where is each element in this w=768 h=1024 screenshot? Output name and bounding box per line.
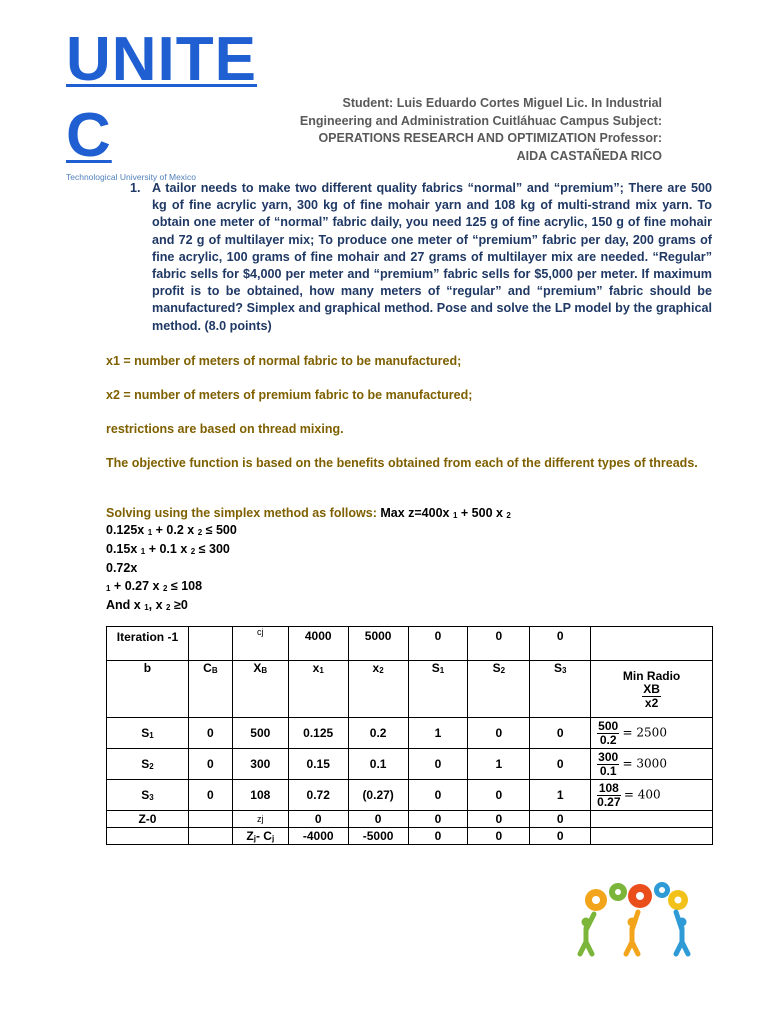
- cell: 0: [468, 780, 530, 811]
- student-header: [240, 95, 662, 165]
- zc-value: 0: [468, 828, 530, 845]
- header-var: $x_2$: [348, 661, 408, 718]
- cj-value: 4000: [288, 627, 348, 661]
- cj-label: cj: [232, 627, 288, 661]
- zj-label: zj: [232, 811, 288, 828]
- header-line: Engineering and Administration Cuitláhuac Campus Subject:: [299, 113, 662, 128]
- empty-cell: [591, 811, 713, 828]
- empty-cell: [188, 828, 232, 845]
- cell: 0.125: [288, 718, 348, 749]
- cell: 0.1: [348, 749, 408, 780]
- header-var: $x_1$: [288, 661, 348, 718]
- cell: 0.72: [288, 780, 348, 811]
- cj-value: 0: [530, 627, 591, 661]
- basis-var: $S_3$: [107, 780, 189, 811]
- iteration-label: Iteration -1: [107, 627, 189, 661]
- header-cb: $C_B$: [188, 661, 232, 718]
- zj-value: 0: [348, 811, 408, 828]
- logo-text-line2: C: [66, 101, 112, 170]
- non-negativity: And x $_1$, x $_2$ ≥0: [106, 597, 188, 612]
- cj-value: 5000: [348, 627, 408, 661]
- header-var: $S_1$: [408, 661, 468, 718]
- ratio-cell: $\frac{108}{0.27} = 400$: [591, 780, 713, 811]
- cell: 0: [530, 749, 591, 780]
- ratio-cell: $\frac{300}{0.1} = 3000$: [591, 749, 713, 780]
- basis-var: $S_1$: [107, 718, 189, 749]
- cell: 1: [408, 718, 468, 749]
- table-row: [107, 780, 713, 811]
- constraint-3a: 0.72x: [106, 561, 138, 576]
- zc-label: $Z_j-$ $C_j$: [232, 828, 288, 845]
- logo-subtitle: Technological University of Mexico: [66, 172, 196, 182]
- table-row-header: [107, 661, 713, 718]
- z-label: Z-0: [107, 811, 189, 828]
- constraint-1: 0.125x $_1$ + 0.2 x $_2$ ≤ 500: [106, 523, 237, 537]
- university-logo: [66, 22, 257, 182]
- header-line: AIDA CASTAÑEDA RICO: [516, 148, 662, 163]
- ratio-cell: $\frac{500}{0.2} = 2500$: [591, 718, 713, 749]
- header-var: $S_3$: [530, 661, 591, 718]
- question-number: 1.: [130, 181, 141, 195]
- zj-value: 0: [408, 811, 468, 828]
- simplex-table: [106, 626, 713, 845]
- zc-value: -4000: [288, 828, 348, 845]
- question-1: [122, 180, 712, 335]
- definition-x2: x2 = number of meters of premium fabric to be manufactured;: [106, 388, 473, 402]
- basis-var: $S_2$: [107, 749, 189, 780]
- table-row-zj: [107, 811, 713, 828]
- cb-value: 0: [188, 780, 232, 811]
- zc-value: 0: [408, 828, 468, 845]
- logo-text-line1: UNITE: [66, 25, 257, 94]
- cj-value: 0: [468, 627, 530, 661]
- zj-value: 0: [530, 811, 591, 828]
- definition-x1: x1 = number of meters of normal fabric to be manufactured;: [106, 354, 462, 368]
- constraints-list: [106, 522, 237, 616]
- empty-cell: [591, 828, 713, 845]
- objective-note: The objective function is based on the benefits obtained from each of the different types of threads.: [106, 456, 698, 470]
- constraint-2: 0.15x $_1$ + 0.1 x $_2$ ≤ 300: [106, 542, 230, 557]
- xb-value: 500: [232, 718, 288, 749]
- cell: 0.2: [348, 718, 408, 749]
- empty-cell: [591, 627, 713, 661]
- xb-value: 300: [232, 749, 288, 780]
- table-row-cj: [107, 627, 713, 661]
- empty-cell: [107, 828, 189, 845]
- header-line: OPERATIONS RESEARCH AND OPTIMIZATION Professor:: [318, 131, 662, 145]
- cell: 0: [530, 718, 591, 749]
- table-row-zc: [107, 828, 713, 845]
- xb-value: 108: [232, 780, 288, 811]
- zj-value: 0: [468, 811, 530, 828]
- cell: 0: [408, 780, 468, 811]
- header-line: Student: Luis Eduardo Cortes Miguel Lic. In Industrial: [342, 96, 662, 110]
- constraint-3b: $_1$ + 0.27 x $_2$ ≤ 108: [106, 578, 203, 593]
- cell: 1: [530, 780, 591, 811]
- table-row: [107, 749, 713, 780]
- cell: 0: [468, 718, 530, 749]
- cell: 0.15: [288, 749, 348, 780]
- table-row: [107, 718, 713, 749]
- zj-value: 0: [288, 811, 348, 828]
- min-radio-header: Min Radio $\frac{XB}{x2}$: [591, 661, 713, 718]
- cell: 0: [408, 749, 468, 780]
- empty-cell: [188, 811, 232, 828]
- objective-function: Max z=400x $_1$ + 500 x $_2$: [380, 506, 511, 520]
- zc-value: 0: [530, 828, 591, 845]
- cell: 1: [468, 749, 530, 780]
- cb-value: 0: [188, 718, 232, 749]
- gears-teamwork-icon: [572, 878, 704, 958]
- zc-value: -5000: [348, 828, 408, 845]
- solving-lead: Solving using the simplex method as follows:: [106, 506, 381, 520]
- header-var: $S_2$: [468, 661, 530, 718]
- header-b: b: [107, 661, 189, 718]
- header-xb: $X_B$: [232, 661, 288, 718]
- restrictions-note: restrictions are based on thread mixing.: [106, 422, 344, 436]
- cell: (0.27): [348, 780, 408, 811]
- cj-value: 0: [408, 627, 468, 661]
- cb-value: 0: [188, 749, 232, 780]
- empty-cell: [188, 627, 232, 661]
- question-text: A tailor needs to make two different quality fabrics “normal” and “premium”; There are 500 kg of fine acrylic yarn, 300 kg of fine mohair yarn and 108 kg of multi-strand mix yarn. To obtain one meter of “normal” fabric daily, you need 125 g of fine acrylic, 150 g of fine mohair and 72 g of multilayer mix; To produce one meter of “premium” fabric per day, 200 grams of fine acrylic, 100 grams of fine mohair and 27 grams of multilayer mix are needed. “Regular” fabric sells for $4,000 per meter and “premium” fabric sells for $5,000 per meter. If maximum profit is to be obtained, how many meters of “regular” and “premium” fabric should be manufactured? Simplex and graphical method. Pose and solve the LP model by the graphical method. (8.0 points): [152, 181, 712, 333]
